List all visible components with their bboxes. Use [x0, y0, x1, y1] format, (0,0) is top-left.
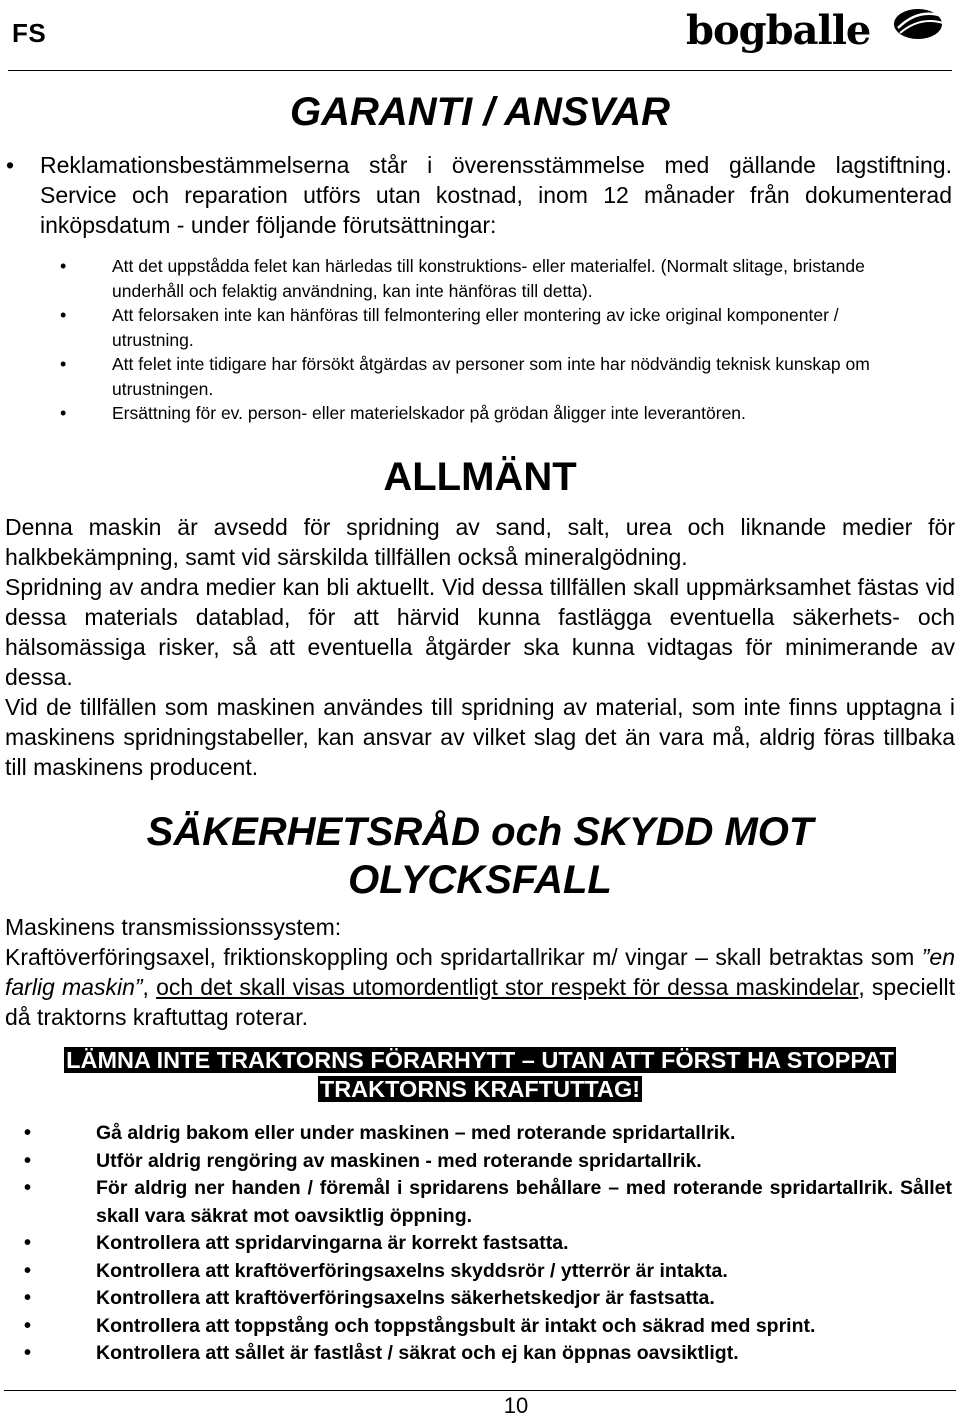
- footer-divider: [4, 1390, 956, 1391]
- logo-swoosh-icon: [894, 9, 943, 39]
- warning-banner: [0, 1046, 960, 1104]
- list-item: • Gå aldrig bakom eller under maskinen – med roterande spridartallrik.: [96, 1120, 952, 1148]
- list-item: • Utför aldrig rengöring av maskinen - med roterande spridartallrik.: [96, 1148, 952, 1176]
- warranty-conditions: [112, 254, 912, 426]
- section-code: FS: [12, 18, 47, 48]
- paragraph: Spridning av andra medier kan bli aktuellt. Vid dessa tillfällen skall uppmärksamhet fästas vid dessa materials datablad, för att härvid kunna fastlägga eventuella säkerhets- och hälsomässiga risker, så att eventuella åtgärder ska kunna vidtagas för minimerande av dessa.: [5, 574, 955, 690]
- garanti-intro: Reklamationsbestämmelserna står i överensstämmelse med gällande lagstiftning. Service och reparation utförs utan kostnad, inom 12 månader från dokumenterad inköpsdatum - under följande förutsättningar:: [40, 152, 952, 238]
- warning-line1: LÄMNA INTE TRAKTORNS FÖRARHYTT – UTAN ATT FÖRST HA STOPPAT: [66, 1047, 894, 1073]
- list-item: • För aldrig ner handen / föremål i spridarens behållare – med roterande spridartallrik. Sållet skall vara säkrat mot oavsiktlig öppning.: [96, 1175, 952, 1230]
- list-item: • Kontrollera att kraftöverföringsaxelns säkerhetskedjor är fastsatta.: [96, 1285, 952, 1313]
- allmant-body: [5, 512, 955, 782]
- dangerous-machine-phrase: ”en farlig maskin”: [5, 944, 955, 1000]
- transmission-section: [5, 912, 955, 1032]
- allmant-title: ALLMÄNT: [383, 455, 577, 499]
- transmission-text-part: ,: [142, 974, 157, 1000]
- list-item: • Kontrollera att spridarvingarna är korrekt fastsatta.: [96, 1230, 952, 1258]
- paragraph: Denna maskin är avsedd för spridning av sand, salt, urea och liknande medier för halkbekämpning, samt vid särskilda tillfällen också mineralgödning.: [5, 514, 955, 570]
- transmission-text-part: , speciellt då traktorns kraftuttag roterar.: [5, 974, 955, 1030]
- warning-line2: TRAKTORNS KRAFTUTTAG!: [319, 1076, 641, 1102]
- list-item: • Att felorsaken inte kan hänföras till felmontering eller montering av icke original komponenter / utrustning.: [112, 303, 912, 352]
- list-item: • Att felet inte tidigare har försökt åtgärdas av personer som inte har nödvändig teknisk kunskap om utrustningen.: [112, 352, 912, 401]
- safety-title-line1: SÄKERHETSRÅD och SKYDD MOT: [146, 810, 814, 854]
- safety-title-line2: OLYCKSFALL: [348, 858, 612, 902]
- list-item: • Kontrollera att toppstång och toppstångsbult är intakt och säkrad med sprint.: [96, 1313, 952, 1341]
- safety-title: [0, 808, 960, 904]
- respect-phrase: och det skall visas utomordentligt stor respekt för dessa maskindelar: [156, 974, 859, 1000]
- page-number: 10: [503, 1393, 529, 1418]
- safety-rules: [96, 1120, 952, 1368]
- transmission-text-part: Kraftöverföringsaxel, friktionskoppling och spridartallrikar m/ vingar – skall betraktas som: [5, 944, 922, 970]
- paragraph: Vid de tillfällen som maskinen användes till spridning av material, som inte finns upptagna i maskinens spridningstabeller, kan ansvar av vilket slag det än vara må, aldrig föras tillbaka till maskinens producent.: [5, 694, 955, 780]
- header-divider: [8, 70, 952, 71]
- bullet-icon: •: [6, 152, 15, 178]
- page-header: [0, 0, 960, 72]
- list-item: • Att det uppstådda felet kan härledas till konstruktions- eller materialfel. (Normalt slitage, bristande underhåll och felaktig användning, kan inte hänföras till detta).: [112, 254, 912, 303]
- garanti-title: GARANTI / ANSVAR: [290, 90, 670, 134]
- list-item: • Kontrollera att kraftöverföringsaxelns skyddsrör / ytterrör är intakta.: [96, 1258, 952, 1286]
- bogballe-logo: [686, 2, 948, 60]
- svg-text:bogballe: bogballe: [686, 7, 871, 54]
- list-item: • Kontrollera att sållet är fastlåst / säkrat och ej kan öppnas oavsiktligt.: [96, 1340, 952, 1368]
- transmission-heading: Maskinens transmissionssystem:: [5, 914, 342, 940]
- transmission-text: [5, 942, 955, 1032]
- list-item: • Ersättning för ev. person- eller materielskador på grödan åligger inte leverantören.: [112, 401, 912, 426]
